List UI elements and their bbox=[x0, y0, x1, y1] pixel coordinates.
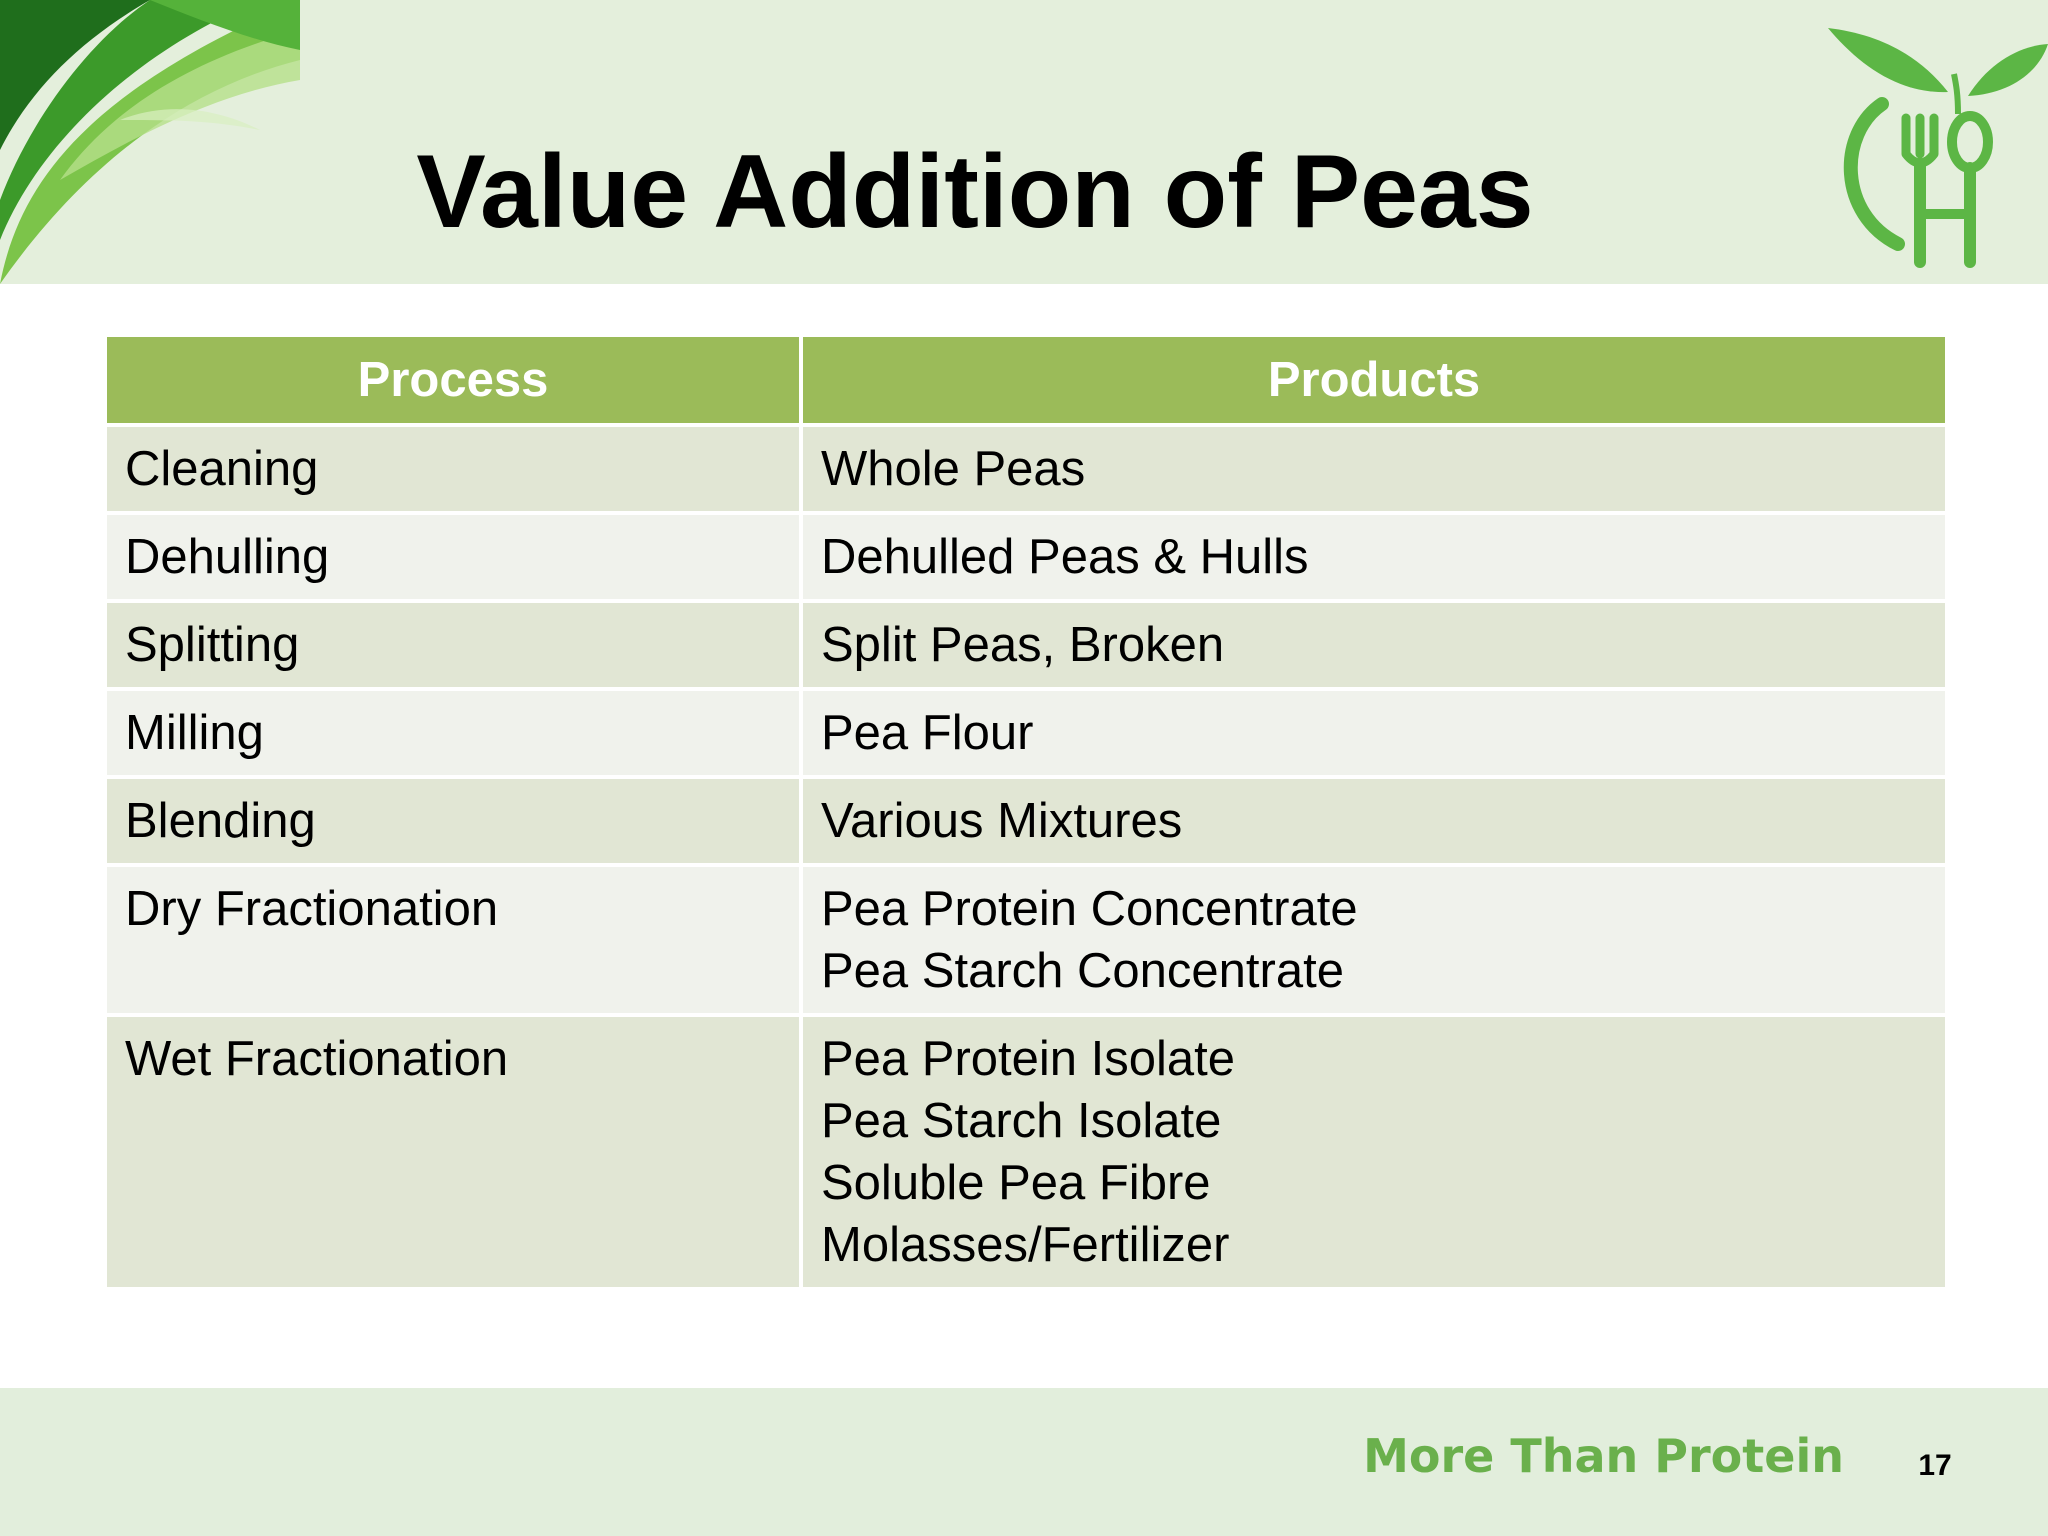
slide-title: Value Addition of Peas bbox=[416, 134, 1534, 250]
product-item: Pea Protein Isolate bbox=[821, 1032, 1236, 1086]
product-item: Split Peas, Broken bbox=[821, 618, 1225, 672]
table-row bbox=[105, 1015, 1947, 1289]
process-cell: Blending bbox=[105, 777, 801, 865]
product-item: Dehulled Peas & Hulls bbox=[821, 530, 1309, 584]
process-cell: Cleaning bbox=[105, 425, 801, 513]
product-item: Pea Protein Concentrate bbox=[821, 882, 1358, 936]
table-header-row bbox=[105, 335, 1947, 425]
process-cell: Milling bbox=[105, 689, 801, 777]
product-item: Soluble Pea Fibre bbox=[821, 1156, 1211, 1210]
table-row bbox=[105, 601, 1947, 689]
process-cell: Dry Fractionation bbox=[105, 865, 801, 1015]
table-row bbox=[105, 425, 1947, 513]
table-row bbox=[105, 865, 1947, 1015]
products-cell bbox=[801, 425, 1947, 513]
process-products-table bbox=[103, 333, 1949, 1291]
product-item: Molasses/Fertilizer bbox=[821, 1218, 1230, 1272]
product-item: Various Mixtures bbox=[821, 794, 1183, 848]
column-header-process: Process bbox=[105, 335, 801, 425]
products-cell bbox=[801, 1015, 1947, 1289]
products-cell bbox=[801, 689, 1947, 777]
product-item: Pea Starch Isolate bbox=[821, 1094, 1222, 1148]
product-item: Whole Peas bbox=[821, 442, 1086, 496]
table-row bbox=[105, 777, 1947, 865]
products-cell bbox=[801, 777, 1947, 865]
products-cell bbox=[801, 865, 1947, 1015]
page-number: 17 bbox=[1918, 1449, 1952, 1482]
process-cell: Wet Fractionation bbox=[105, 1015, 801, 1289]
table-row bbox=[105, 513, 1947, 601]
product-item: Pea Starch Concentrate bbox=[821, 944, 1344, 998]
product-item: Pea Flour bbox=[821, 706, 1034, 760]
process-cell: Dehulling bbox=[105, 513, 801, 601]
products-cell bbox=[801, 601, 1947, 689]
products-cell bbox=[801, 513, 1947, 601]
table-row bbox=[105, 689, 1947, 777]
fork-spoon-sprout-logo-icon bbox=[1808, 14, 2048, 274]
process-cell: Splitting bbox=[105, 601, 801, 689]
footer-tagline: More Than Protein bbox=[1363, 1429, 1844, 1483]
column-header-products: Products bbox=[801, 335, 1947, 425]
